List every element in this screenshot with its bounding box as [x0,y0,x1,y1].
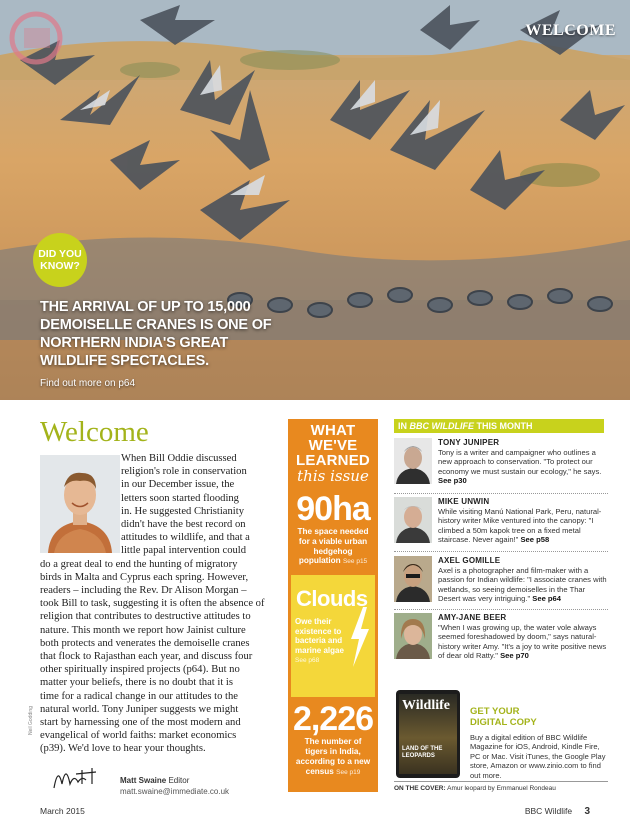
welcome-line: start by harnessing one of the most modern and [40,717,241,729]
stat-hedgehog-value: 90ha [296,490,370,528]
contributor-photo [394,613,432,659]
welcome-line: time for a radical change in our attitudes to the [40,690,238,702]
stat-hedgehog-ref: See p15 [342,558,368,566]
editor-name: Matt Swaine [120,776,167,785]
contributor-desc [438,507,608,545]
contributor-photo [394,497,432,543]
welcome-title: Welcome [40,416,149,448]
contributor-desc [438,448,608,486]
cover-label: ON THE COVER: [394,785,446,792]
editor-signature [52,762,112,792]
stat-tigers-ref: See p19 [336,768,361,776]
contributor-ref: See p64 [532,594,562,604]
divider [394,609,608,610]
contributor-ref: See p58 [520,535,550,545]
welcome-line: religion's role in conservation [121,466,247,478]
footer-magazine-name: BBC Wildlife [524,806,573,816]
welcome-line: When Bill Oddie discussed [121,453,237,464]
hero-caption: THE ARRIVAL OF UP TO 15,000 DEMOISELLE CRANES IS ONE OF NORTHERN INDIA'S GREAT WILDLIFE SPECTACLES. [40,299,272,369]
this-month-header [394,419,604,433]
welcome-line: letters soon started flooding [121,492,239,504]
learned-script: this issue [297,467,369,485]
clouds-title: Clouds [296,586,368,612]
clouds-desc [295,617,349,666]
welcome-tag: WELCOME [525,22,616,39]
this-month-magazine: BBC WILDLIFE [409,421,475,431]
tablet-masthead: Wildlife [402,698,450,713]
watermark-logo [4,8,74,68]
photo-credit: Neil Godding [28,706,34,735]
contributor-photo [394,438,432,484]
contributor-name: MIKE UNWIN [438,497,490,506]
welcome-line: matter your beliefs, there is no doubt that it is [40,677,233,689]
digital-edition-tablet [396,690,460,778]
contributor-ref: See p70 [500,651,529,661]
tablet-cover [399,694,457,774]
digital-copy-title [470,706,537,728]
contributor-desc [438,623,608,661]
divider [394,551,608,552]
stat-tigers-value: 2,226 [292,700,374,739]
welcome-line: that flock to Rajasthan each year, and discuss four [40,651,253,663]
contributor-desc [438,566,608,604]
footer-magazine [525,806,590,817]
page-number: 3 [584,806,590,817]
lightning-icon [349,607,371,667]
did-you-know-badge: DID YOU KNOW? [33,233,87,287]
welcome-line: (p39). We'd love to hear your thoughts. [40,743,206,755]
contributor-photo [394,556,432,602]
editor-role: Editor [168,776,190,785]
welcome-line: both protects and venerates the demoiselle cranes [40,637,250,649]
contributor-text: Axel is a photographer and film-maker with a passion for Indian wildlife: "I associate cranes with wetlands, so seeing demoiselles in the Thar Desert was very intriguing." [438,566,607,604]
contributor-name: AMY-JANE BEER [438,613,507,622]
contributor-text: Tony is a writer and campaigner who outlines a new approach to conservation. "To protect our economy we must sustain our ecology," he says. [438,448,602,476]
hero-sub: Find out more on p64 [40,378,136,389]
learned-heading-line: WHAT [310,422,356,439]
clouds-box [291,575,375,697]
welcome-line: natural world. Tony Juniper suggests we might [40,703,239,715]
digital-copy-title-line: GET YOUR [470,706,520,717]
cover-text: Amur leopard by Emmanuel Rondeau [447,785,556,792]
stat-hedgehog-text: The space needed for a viable urban hedgehog population [297,527,369,566]
welcome-line: other spiritually inspired projects (p64). But no [40,664,240,676]
welcome-line: didn't have the best record on [121,519,246,531]
on-the-cover [394,781,608,792]
editor-email[interactable]: matt.swaine@immediate.co.uk [120,787,230,796]
contributor-tony-juniper [394,438,608,498]
this-month-prefix: IN [398,421,407,431]
contributor-ref: See p30 [438,476,467,486]
welcome-line: little papal intervention could [121,545,247,557]
learned-heading [288,423,378,468]
contributor-text: While visiting Manú National Park, Peru, natural-history writer Mike ventured into the canopy: "I climbed a 50m kapok tree on a fixed metal staircase. Never again!" [438,507,602,545]
contributor-text: "When I was growing up, the water vole always seemed foreshadowed by doom," says natural-history writer Amy. "It's a joy to write positive news of dear old Ratty." [438,623,607,661]
learned-heading-line: WE'VE [308,437,358,454]
divider [394,493,608,494]
contributor-mike-unwin [394,497,608,557]
stat-tigers-desc [288,737,378,777]
welcome-line: in our December issue, the [121,479,235,491]
welcome-line: nature. This month we report how Jainist culture [40,624,246,636]
contributor-name: TONY JUNIPER [438,438,500,447]
this-month-suffix: THIS MONTH [476,421,533,431]
digital-copy-title-line: DIGITAL COPY [470,717,537,728]
hero-photo [0,0,630,400]
clouds-ref: See p68 [295,657,320,665]
issue-date: March 2015 [40,806,85,816]
welcome-line: readers – including the Rev. Dr Alison Morgan – [40,585,247,597]
stat-hedgehog-desc [288,527,378,567]
digital-copy-text: Buy a digital edition of BBC Wildlife Magazine for iOS, Android, Kindle Fire, PC or Mac. Visit iTunes, the Google Play store, Amazon or www.zinio.com to find out more. [470,733,606,780]
editor-byline [120,776,189,785]
contributor-axel-gomille [394,556,608,616]
welcome-line: took Bill to task, suggesting it is often the absence of [40,598,265,610]
stat-tigers-text: The number of tigers in India, according to a new census [295,737,371,776]
what-weve-learned-panel [288,419,378,792]
welcome-body [40,452,288,756]
contributor-name: AXEL GOMILLE [438,556,501,565]
welcome-line: birds in Malta and Cyprus each spring. However, [40,571,249,583]
welcome-line: attitudes to wildlife, and that a [121,532,250,544]
welcome-line: in. He suggested Christianity [121,505,244,517]
welcome-line: do a great deal to end the hunting of migratory [40,558,238,570]
clouds-text: Owe their existence to bacteria and marine algae [295,617,344,655]
contributor-amy-jane-beer [394,613,608,673]
learned-heading-line: LEARNED [296,452,370,469]
tablet-cover-line: LAND OF THE LEOPARDS [402,746,443,759]
welcome-line: evangelical of world faiths: market economics [40,730,237,742]
welcome-line: religion that contributes to destructive attitudes to [40,611,251,623]
